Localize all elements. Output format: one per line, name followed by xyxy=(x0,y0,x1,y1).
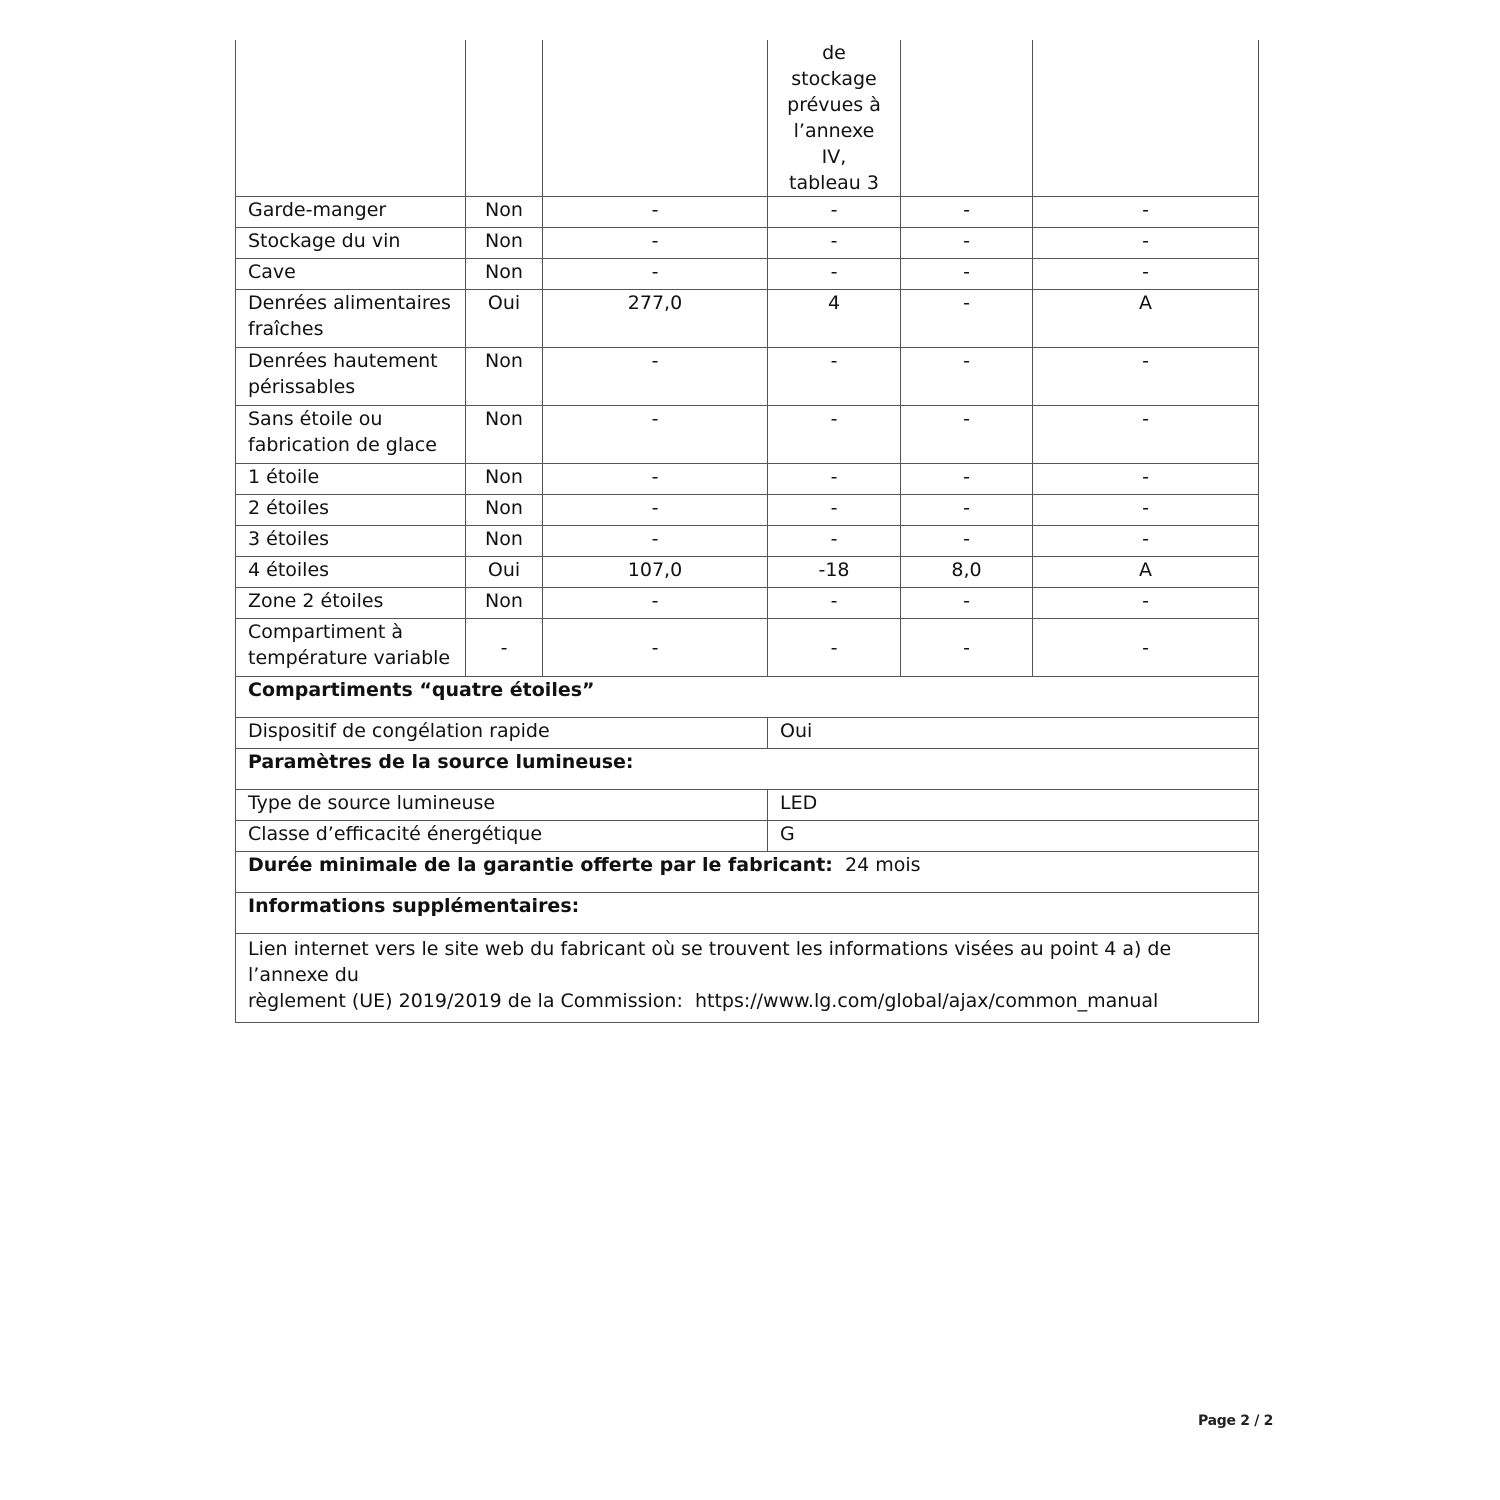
compartment-climate-cell: - xyxy=(1033,526,1259,557)
compartment-climate-cell: A xyxy=(1033,290,1259,348)
table-row xyxy=(236,197,1259,228)
header-temp-line-2: prévues à xyxy=(787,94,881,116)
compartment-table-body xyxy=(236,40,1259,677)
header-temp-line-1: de stockage xyxy=(791,42,877,90)
compartment-temperature-cell: - xyxy=(768,495,901,526)
compartment-climate-cell: A xyxy=(1033,557,1259,588)
compartment-climate-cell: - xyxy=(1033,259,1259,290)
header-temp-line-3: l’annexe IV, xyxy=(793,120,875,168)
compartment-present-cell: Non xyxy=(466,197,543,228)
compartment-present-cell: Non xyxy=(466,464,543,495)
light-source-type-value: LED xyxy=(768,790,1259,821)
table-row xyxy=(236,228,1259,259)
compartment-capacity-cell: - xyxy=(901,228,1033,259)
light-source-type-row xyxy=(236,790,1259,821)
compartment-capacity-cell: - xyxy=(901,619,1033,677)
header-cell-capacity xyxy=(901,40,1033,197)
compartment-type-cell: Denrées alimentaires fraîches xyxy=(236,290,466,348)
light-efficiency-value: G xyxy=(768,821,1259,852)
table-row xyxy=(236,406,1259,464)
light-source-heading-row xyxy=(236,749,1259,790)
compartment-capacity-cell: - xyxy=(901,348,1033,406)
compartment-type-cell: Sans étoile ou fabrication de glace xyxy=(236,406,466,464)
compartment-climate-cell: - xyxy=(1033,197,1259,228)
table-row xyxy=(236,526,1259,557)
compartment-table xyxy=(235,40,1259,677)
compartment-temperature-cell: - xyxy=(768,348,901,406)
compartment-volume-cell: - xyxy=(543,228,768,259)
compartment-volume-cell: - xyxy=(543,619,768,677)
additional-text-cell xyxy=(236,934,1259,1023)
table-row xyxy=(236,348,1259,406)
compartment-climate-cell: - xyxy=(1033,495,1259,526)
compartment-type-cell: Garde-manger xyxy=(236,197,466,228)
compartment-volume-cell: - xyxy=(543,406,768,464)
compartment-present-cell: - xyxy=(466,619,543,677)
compartment-present-cell: Oui xyxy=(466,290,543,348)
compartment-volume-cell: - xyxy=(543,495,768,526)
page-number: Page 2 / 2 xyxy=(1198,1413,1274,1429)
compartment-capacity-cell: 8,0 xyxy=(901,557,1033,588)
additional-info-table xyxy=(235,677,1259,1023)
compartment-type-cell: 1 étoile xyxy=(236,464,466,495)
compartment-climate-cell: - xyxy=(1033,464,1259,495)
compartment-capacity-cell: - xyxy=(901,588,1033,619)
table-row xyxy=(236,557,1259,588)
compartment-climate-cell: - xyxy=(1033,588,1259,619)
compartment-present-cell: Non xyxy=(466,348,543,406)
four-star-heading: Compartiments “quatre étoiles” xyxy=(236,677,1259,718)
table-row xyxy=(236,588,1259,619)
table-row xyxy=(236,619,1259,677)
compartment-present-cell: Non xyxy=(466,495,543,526)
header-cell-present xyxy=(466,40,543,197)
compartment-volume-cell: - xyxy=(543,197,768,228)
header-cell-type xyxy=(236,40,466,197)
warranty-label: Durée minimale de la garantie offerte par le fabricant: xyxy=(248,854,833,876)
compartment-temperature-cell: - xyxy=(768,619,901,677)
additional-heading: Informations supplémentaires: xyxy=(236,893,1259,934)
warranty-row xyxy=(236,852,1259,893)
additional-heading-row xyxy=(236,893,1259,934)
additional-text-line-2: règlement (UE) 2019/2019 de la Commission: xyxy=(248,990,683,1012)
warranty-value: 24 mois xyxy=(844,854,921,876)
compartment-temperature-cell: - xyxy=(768,259,901,290)
compartment-climate-cell: - xyxy=(1033,406,1259,464)
compartment-present-cell: Non xyxy=(466,526,543,557)
compartment-capacity-cell: - xyxy=(901,290,1033,348)
four-star-heading-row xyxy=(236,677,1259,718)
compartment-temperature-cell: - xyxy=(768,526,901,557)
additional-text-line-1: Lien internet vers le site web du fabricant où se trouvent les informations visées au point 4 a) de l’annexe du xyxy=(248,938,1172,986)
compartment-type-cell: 2 étoiles xyxy=(236,495,466,526)
compartment-climate-cell: - xyxy=(1033,228,1259,259)
compartment-type-cell: 4 étoiles xyxy=(236,557,466,588)
compartment-temperature-cell: 4 xyxy=(768,290,901,348)
compartment-volume-cell: - xyxy=(543,588,768,619)
compartment-present-cell: Non xyxy=(466,588,543,619)
table-row xyxy=(236,464,1259,495)
compartment-climate-cell: - xyxy=(1033,348,1259,406)
compartment-temperature-cell: - xyxy=(768,228,901,259)
compartment-temperature-cell: -18 xyxy=(768,557,901,588)
light-source-heading: Paramètres de la source lumineuse: xyxy=(236,749,1259,790)
compartment-capacity-cell: - xyxy=(901,495,1033,526)
compartment-volume-cell: 277,0 xyxy=(543,290,768,348)
compartment-present-cell: Oui xyxy=(466,557,543,588)
compartment-volume-cell: - xyxy=(543,259,768,290)
fast-freeze-row xyxy=(236,718,1259,749)
compartment-climate-cell: - xyxy=(1033,619,1259,677)
compartment-volume-cell: - xyxy=(543,526,768,557)
fast-freeze-value: Oui xyxy=(768,718,1259,749)
compartment-volume-cell: 107,0 xyxy=(543,557,768,588)
compartment-type-cell: Stockage du vin xyxy=(236,228,466,259)
compartment-type-cell: Compartiment à température variable xyxy=(236,619,466,677)
compartment-volume-cell: - xyxy=(543,348,768,406)
header-cell-volume xyxy=(543,40,768,197)
fast-freeze-label: Dispositif de congélation rapide xyxy=(236,718,768,749)
product-info-sheet xyxy=(235,40,1258,1023)
compartment-capacity-cell: - xyxy=(901,406,1033,464)
warranty-cell xyxy=(236,852,1259,893)
light-efficiency-row xyxy=(236,821,1259,852)
compartment-present-cell: Non xyxy=(466,228,543,259)
compartment-temperature-cell: - xyxy=(768,588,901,619)
table-row xyxy=(236,259,1259,290)
compartment-capacity-cell: - xyxy=(901,526,1033,557)
header-continuation-row xyxy=(236,40,1259,197)
compartment-temperature-cell: - xyxy=(768,197,901,228)
compartment-capacity-cell: - xyxy=(901,197,1033,228)
compartment-type-cell: Cave xyxy=(236,259,466,290)
compartment-present-cell: Non xyxy=(466,406,543,464)
header-cell-climate xyxy=(1033,40,1259,197)
compartment-temperature-cell: - xyxy=(768,406,901,464)
compartment-temperature-cell: - xyxy=(768,464,901,495)
light-source-type-label: Type de source lumineuse xyxy=(236,790,768,821)
table-row xyxy=(236,495,1259,526)
compartment-volume-cell: - xyxy=(543,464,768,495)
header-cell-temperature xyxy=(768,40,901,197)
additional-text-row xyxy=(236,934,1259,1023)
compartment-type-cell: 3 étoiles xyxy=(236,526,466,557)
compartment-type-cell: Zone 2 étoiles xyxy=(236,588,466,619)
table-row xyxy=(236,290,1259,348)
compartment-capacity-cell: - xyxy=(901,464,1033,495)
compartment-capacity-cell: - xyxy=(901,259,1033,290)
light-efficiency-label: Classe d’efficacité énergétique xyxy=(236,821,768,852)
compartment-type-cell: Denrées hautement périssables xyxy=(236,348,466,406)
header-temp-line-4: tableau 3 xyxy=(789,172,879,194)
compartment-present-cell: Non xyxy=(466,259,543,290)
manufacturer-link[interactable]: https://www.lg.com/global/ajax/common_manual xyxy=(694,990,1159,1012)
